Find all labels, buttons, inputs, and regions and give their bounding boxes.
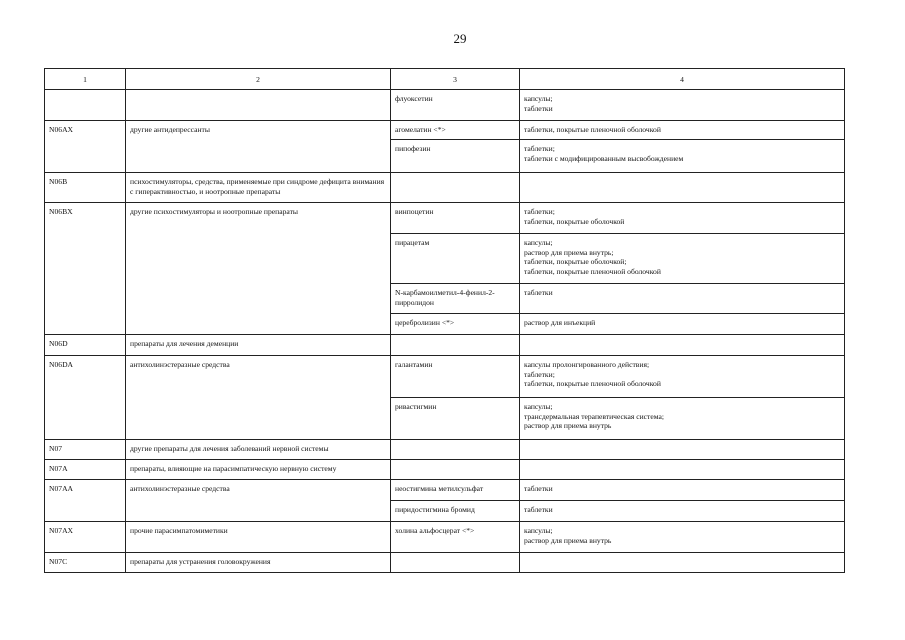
drug-name-cell: неостигмина метилсульфат: [391, 480, 520, 501]
atc-code-cell: N07C: [45, 553, 126, 573]
dosage-forms-cell: [520, 335, 845, 356]
drug-name-cell: N-карбамоилметил-4-фенил-2-пирролидон: [391, 284, 520, 314]
drug-name-cell: агомелатин <*>: [391, 121, 520, 140]
dosage-forms-cell: [520, 460, 845, 480]
atc-code-cell: [45, 90, 126, 121]
dosage-form: раствор для инъекций: [524, 318, 596, 327]
dosage-forms-cell: [520, 522, 845, 553]
group-name-cell: другие психостимуляторы и ноотропные препараты: [126, 203, 391, 335]
table-row: [45, 335, 845, 356]
dosage-form: таблетки;: [524, 144, 555, 153]
dosage-forms-cell: [520, 314, 845, 335]
group-name-cell: препараты для устранения головокружения: [126, 553, 391, 573]
drug-name-cell: флуоксетин: [391, 90, 520, 121]
dosage-forms-cell: [520, 90, 845, 121]
dosage-forms-cell: [520, 203, 845, 234]
column-header: 1: [45, 69, 126, 90]
drug-name-cell: пиридостигмина бромид: [391, 501, 520, 522]
group-name-cell: психостимуляторы, средства, применяемые при синдроме дефицита внимания с гиперактивностью, и ноотропные препараты: [126, 173, 391, 203]
dosage-form: таблетки с модифицированным высвобождением: [524, 153, 684, 163]
drug-name-cell: [391, 553, 520, 573]
dosage-form: таблетки, покрытые пленочной оболочкой: [524, 379, 661, 388]
atc-code-cell: N07A: [45, 460, 126, 480]
table-row: [45, 440, 845, 460]
group-name-cell: другие антидепрессанты: [126, 121, 391, 173]
drug-name-cell: [391, 460, 520, 480]
table-header-row: [45, 69, 845, 90]
atc-code-cell: N06D: [45, 335, 126, 356]
dosage-forms-cell: [520, 121, 845, 140]
table-row: [45, 203, 845, 234]
table-row: [45, 480, 845, 501]
dosage-form: таблетки: [524, 288, 553, 297]
drug-table: [44, 68, 845, 573]
table-row: [45, 553, 845, 573]
dosage-forms-cell: [520, 440, 845, 460]
dosage-form: капсулы;: [524, 238, 553, 247]
atc-code-cell: N06DA: [45, 356, 126, 440]
drug-name-cell: церебролизин <*>: [391, 314, 520, 335]
atc-code-cell: N06BX: [45, 203, 126, 335]
dosage-form: таблетки, покрытые оболочкой;: [524, 257, 627, 266]
dosage-form: капсулы;: [524, 402, 553, 411]
group-name-cell: препараты, влияющие на парасимпатическую нервную систему: [126, 460, 391, 480]
group-name-cell: прочие парасимпатомиметики: [126, 522, 391, 553]
column-header: 3: [391, 69, 520, 90]
group-name-cell: другие препараты для лечения заболеваний нервной системы: [126, 440, 391, 460]
dosage-form: таблетки;: [524, 369, 555, 379]
dosage-form: раствор для приема внутрь: [524, 535, 612, 545]
dosage-form: таблетки: [524, 505, 553, 514]
dosage-forms-cell: [520, 140, 845, 173]
drug-name-cell: [391, 335, 520, 356]
atc-code-cell: N07: [45, 440, 126, 460]
table-row: [45, 356, 845, 398]
table-row: [45, 121, 845, 140]
dosage-form: таблетки;: [524, 207, 555, 216]
drug-name-cell: галантамин: [391, 356, 520, 398]
dosage-forms-cell: [520, 173, 845, 203]
table-row: [45, 173, 845, 203]
atc-code-cell: N07AA: [45, 480, 126, 522]
dosage-form: раствор для приема внутрь: [524, 421, 612, 430]
atc-code-cell: N07AX: [45, 522, 126, 553]
dosage-form: капсулы пролонгированного действия;: [524, 360, 650, 369]
group-name-cell: препараты для лечения деменции: [126, 335, 391, 356]
dosage-form: таблетки, покрытые оболочкой: [524, 216, 625, 226]
dosage-form: таблетки: [524, 103, 553, 113]
dosage-forms-cell: [520, 553, 845, 573]
drug-name-cell: [391, 440, 520, 460]
dosage-form: капсулы;: [524, 526, 553, 535]
dosage-forms-cell: [520, 398, 845, 440]
dosage-form: таблетки: [524, 484, 553, 493]
drug-name-cell: пирацетам: [391, 234, 520, 284]
dosage-forms-cell: [520, 480, 845, 501]
group-name-cell: антихолинэстеразные средства: [126, 356, 391, 440]
group-name-cell: [126, 90, 391, 121]
dosage-forms-cell: [520, 234, 845, 284]
drug-name-cell: [391, 173, 520, 203]
dosage-forms-cell: [520, 356, 845, 398]
table-row: [45, 460, 845, 480]
dosage-form: таблетки, покрытые пленочной оболочкой: [524, 266, 661, 276]
dosage-form: трансдермальная терапевтическая система;: [524, 411, 664, 421]
dosage-form: раствор для приема внутрь;: [524, 247, 614, 257]
atc-code-cell: N06AX: [45, 121, 126, 173]
column-header: 4: [520, 69, 845, 90]
atc-code-cell: N06B: [45, 173, 126, 203]
drug-name-cell: ривастигмин: [391, 398, 520, 440]
table-row: [45, 522, 845, 553]
dosage-form: таблетки, покрытые пленочной оболочкой: [524, 125, 661, 134]
group-name-cell: антихолинэстеразные средства: [126, 480, 391, 522]
drug-name-cell: винпоцетин: [391, 203, 520, 234]
dosage-forms-cell: [520, 284, 845, 314]
dosage-forms-cell: [520, 501, 845, 522]
drug-name-cell: пипофезин: [391, 140, 520, 173]
page-number: 29: [453, 31, 467, 46]
drug-name-cell: холина альфосцерат <*>: [391, 522, 520, 553]
dosage-form: капсулы;: [524, 94, 553, 103]
table-row: [45, 90, 845, 121]
column-header: 2: [126, 69, 391, 90]
